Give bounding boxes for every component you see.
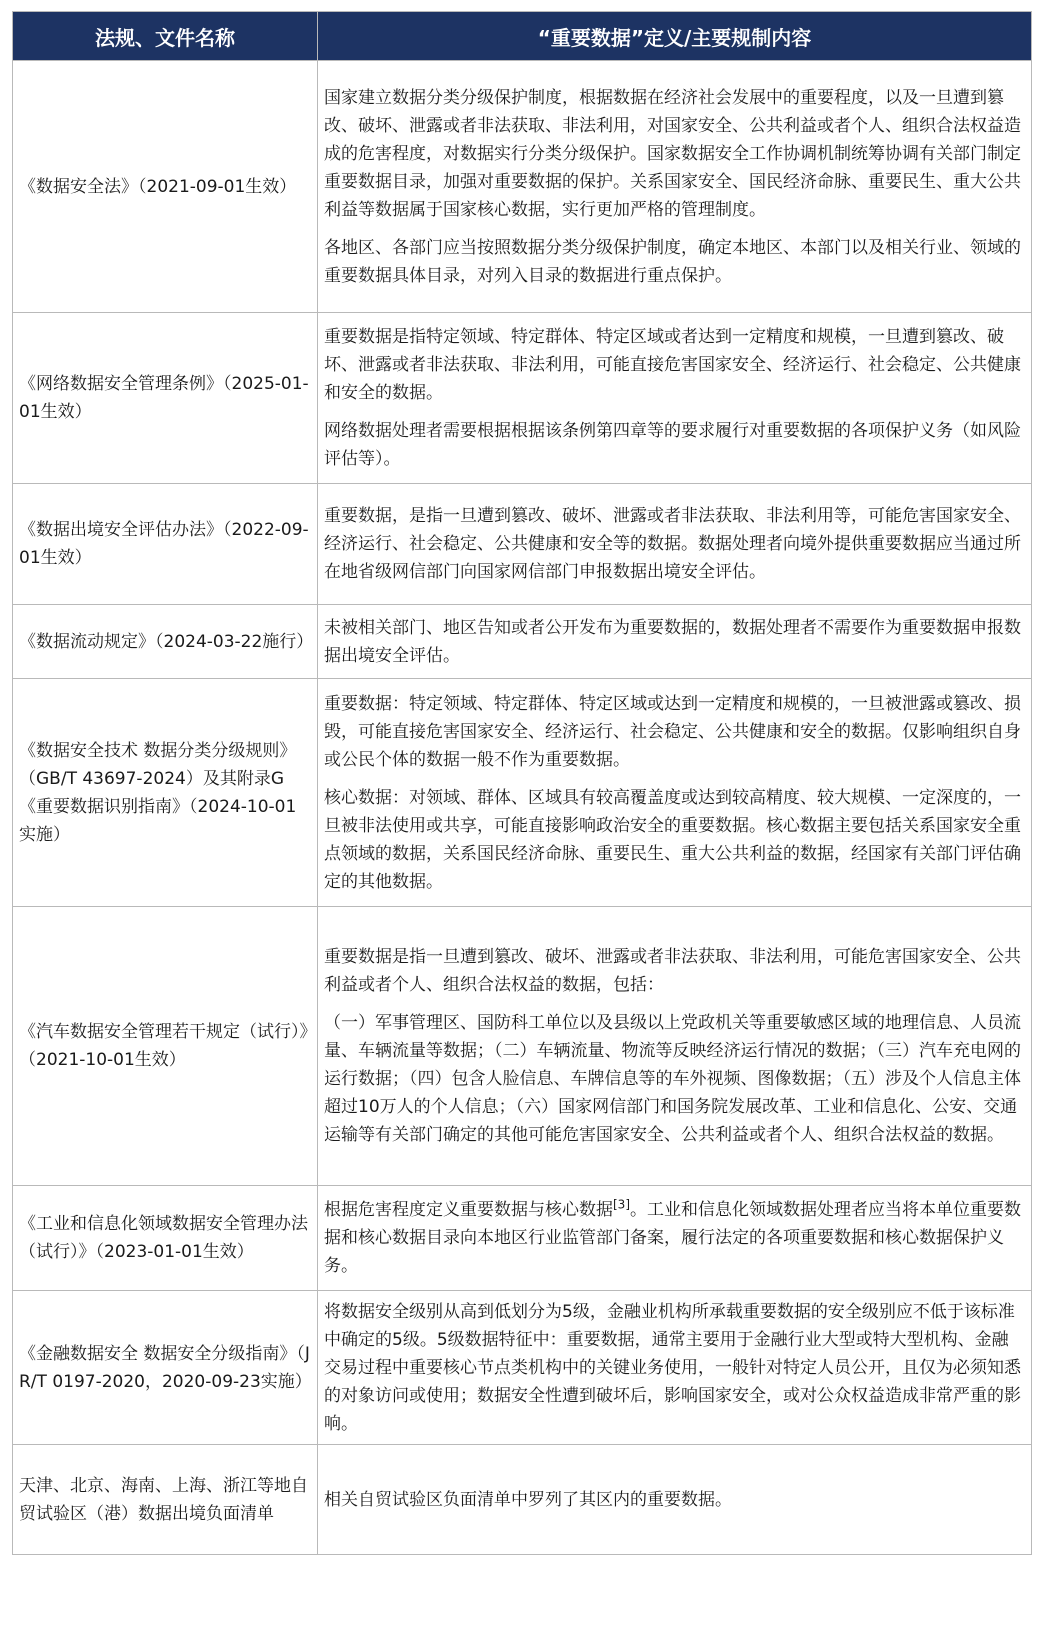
definition-paragraph — [324, 1196, 1025, 1280]
definition-paragraph — [324, 784, 1025, 896]
definition-paragraph — [324, 690, 1025, 774]
regulation-name-cell: 天津、北京、海南、上海、浙江等地自贸试验区（港）数据出境负面清单 — [13, 1445, 318, 1555]
paragraph-text: 网络数据处理者需要根据根据该条例第四章等的要求履行对重要数据的各项保护义务（如风险评估等）。 — [324, 421, 1021, 469]
paragraph-text: 重要数据是指特定领域、特定群体、特定区域或者达到一定精度和规模，一旦遭到篡改、破坏、泄露或者非法获取、非法利用，可能直接危害国家安全、经济运行、社会稳定、公共健康和安全的数据。 — [324, 327, 1021, 403]
header-regulation-name: 法规、文件名称 — [13, 12, 318, 61]
header-definition-content: “重要数据”定义/主要规制内容 — [318, 12, 1032, 61]
regulation-name-cell: 《数据出境安全评估办法》（2022-09-01生效） — [13, 484, 318, 605]
table-row — [13, 679, 1032, 907]
regulation-name-cell: 《数据安全技术 数据分类分级规则》（GB/T 43697-2024）及其附录G《重要数据识别指南》（2024-10-01实施） — [13, 679, 318, 907]
paragraph-text: 核心数据：对领域、群体、区域具有较高覆盖度或达到较高精度、较大规模、一定深度的，一旦被非法使用或共享，可能直接影响政治安全的重要数据。核心数据主要包括关系国家安全重点领域的数据，关系国民经济命脉、重要民生、重大公共利益的数据，经国家有关部门评估确定的其他数据。 — [324, 787, 1021, 892]
regulation-name-cell: 《工业和信息化领域数据安全管理办法（试行）》（2023-01-01生效） — [13, 1186, 318, 1291]
table-row — [13, 907, 1032, 1186]
paragraph-text-continued: 。工业和信息化领域数据处理者应当将本单位重要数据和核心数据目录向本地区行业监管部门备案，履行法定的各项重要数据和核心数据保护义务。 — [324, 1200, 1021, 1276]
regulation-name-cell: 《网络数据安全管理条例》（2025-01-01生效） — [13, 313, 318, 484]
definition-paragraph — [324, 1486, 1025, 1514]
definition-paragraph — [324, 943, 1025, 999]
definition-cell — [318, 907, 1032, 1186]
definition-paragraph — [324, 1009, 1025, 1149]
table-row — [13, 484, 1032, 605]
regulation-name-cell: 《数据流动规定》（2024-03-22施行） — [13, 605, 318, 679]
regulation-name-cell: 《汽车数据安全管理若干规定（试行）》（2021-10-01生效） — [13, 907, 318, 1186]
definition-cell — [318, 1291, 1032, 1445]
definition-paragraph — [324, 1298, 1025, 1438]
definition-paragraph — [324, 502, 1025, 586]
paragraph-text: 国家建立数据分类分级保护制度，根据数据在经济社会发展中的重要程度，以及一旦遭到篡改、破坏、泄露或者非法获取、非法利用，对国家安全、公共利益或者个人、组织合法权益造成的危害程度，对数据实行分类分级保护。国家数据安全工作协调机制统筹协调有关部门制定重要数据目录，加强对重要数据的保护。关系国家安全、国民经济命脉、重要民生、重大公共利益等数据属于国家核心数据，实行更加严格的管理制度。 — [324, 87, 1021, 220]
definition-cell — [318, 1186, 1032, 1291]
table-row — [13, 605, 1032, 679]
table-body — [13, 61, 1032, 1555]
paragraph-text: 根据危害程度定义重要数据与核心数据 — [324, 1200, 613, 1220]
paragraph-text: 未被相关部门、地区告知或者公开发布为重要数据的，数据处理者不需要作为重要数据申报数据出境安全评估。 — [324, 617, 1021, 666]
regulations-table — [12, 11, 1032, 1555]
table-row — [13, 313, 1032, 484]
definition-cell — [318, 679, 1032, 907]
definition-cell — [318, 605, 1032, 679]
table-row — [13, 1445, 1032, 1555]
paragraph-text: 相关自贸试验区负面清单中罗列了其区内的重要数据。 — [324, 1489, 732, 1510]
paragraph-text: 重要数据是指一旦遭到篡改、破坏、泄露或者非法获取、非法利用，可能危害国家安全、公共利益或者个人、组织合法权益的数据，包括： — [324, 947, 1021, 995]
definition-cell — [318, 484, 1032, 605]
definition-cell — [318, 1445, 1032, 1555]
definition-cell — [318, 313, 1032, 484]
paragraph-text: 各地区、各部门应当按照数据分类分级保护制度，确定本地区、本部门以及相关行业、领域的重要数据具体目录，对列入目录的数据进行重点保护。 — [324, 237, 1021, 286]
footnote-reference: [3] — [613, 1197, 630, 1212]
header-row — [13, 12, 1032, 61]
paragraph-text: 重要数据：特定领域、特定群体、特定区域或达到一定精度和规模的，一旦被泄露或篡改、损毁，可能直接危害国家安全、经济运行、社会稳定、公共健康和安全的数据。仅影响组织自身或公民个体的数据一般不作为重要数据。 — [324, 693, 1021, 770]
definition-cell — [318, 61, 1032, 313]
regulation-name-cell: 《数据安全法》（2021-09-01生效） — [13, 61, 318, 313]
definition-paragraph — [324, 323, 1025, 407]
table-row — [13, 61, 1032, 313]
definition-paragraph — [324, 614, 1025, 670]
regulation-name-cell: 《金融数据安全 数据安全分级指南》（JR/T 0197-2020，2020-09-23实施） — [13, 1291, 318, 1445]
paragraph-text: 重要数据，是指一旦遭到篡改、破坏、泄露或者非法获取、非法利用等，可能危害国家安全、经济运行、社会稳定、公共健康和安全等的数据。数据处理者向境外提供重要数据应当通过所在地省级网信部门向国家网信部门申报数据出境安全评估。 — [324, 506, 1021, 582]
definition-paragraph — [324, 234, 1025, 290]
table-row — [13, 1291, 1032, 1445]
table-row — [13, 1186, 1032, 1291]
paragraph-text: （一）军事管理区、国防科工单位以及县级以上党政机关等重要敏感区域的地理信息、人员流量、车辆流量等数据；（二）车辆流量、物流等反映经济运行情况的数据；（三）汽车充电网的运行数据；（四）包含人脸信息、车牌信息等的车外视频、图像数据；（五）涉及个人信息主体超过10万人的个人信息；（六）国家网信部门和国务院发展改革、工业和信息化、公安、交通运输等有关部门确定的其他可能危害国家安全、公共利益或者个人、组织合法权益的数据。 — [324, 1013, 1021, 1145]
definition-paragraph — [324, 417, 1025, 473]
definition-paragraph — [324, 84, 1025, 224]
paragraph-text: 将数据安全级别从高到低划分为5级，金融业机构所承载重要数据的安全级别应不低于该标准中确定的5级。5级数据特征中：重要数据，通常主要用于金融行业大型或特大型机构、金融交易过程中重要核心节点类机构中的关键业务使用，一般针对特定人员公开，且仅为必须知悉的对象访问或使用；数据安全性遭到破坏后，影响国家安全，或对公众权益造成非常严重的影响。 — [324, 1301, 1021, 1434]
table-header — [13, 12, 1032, 61]
